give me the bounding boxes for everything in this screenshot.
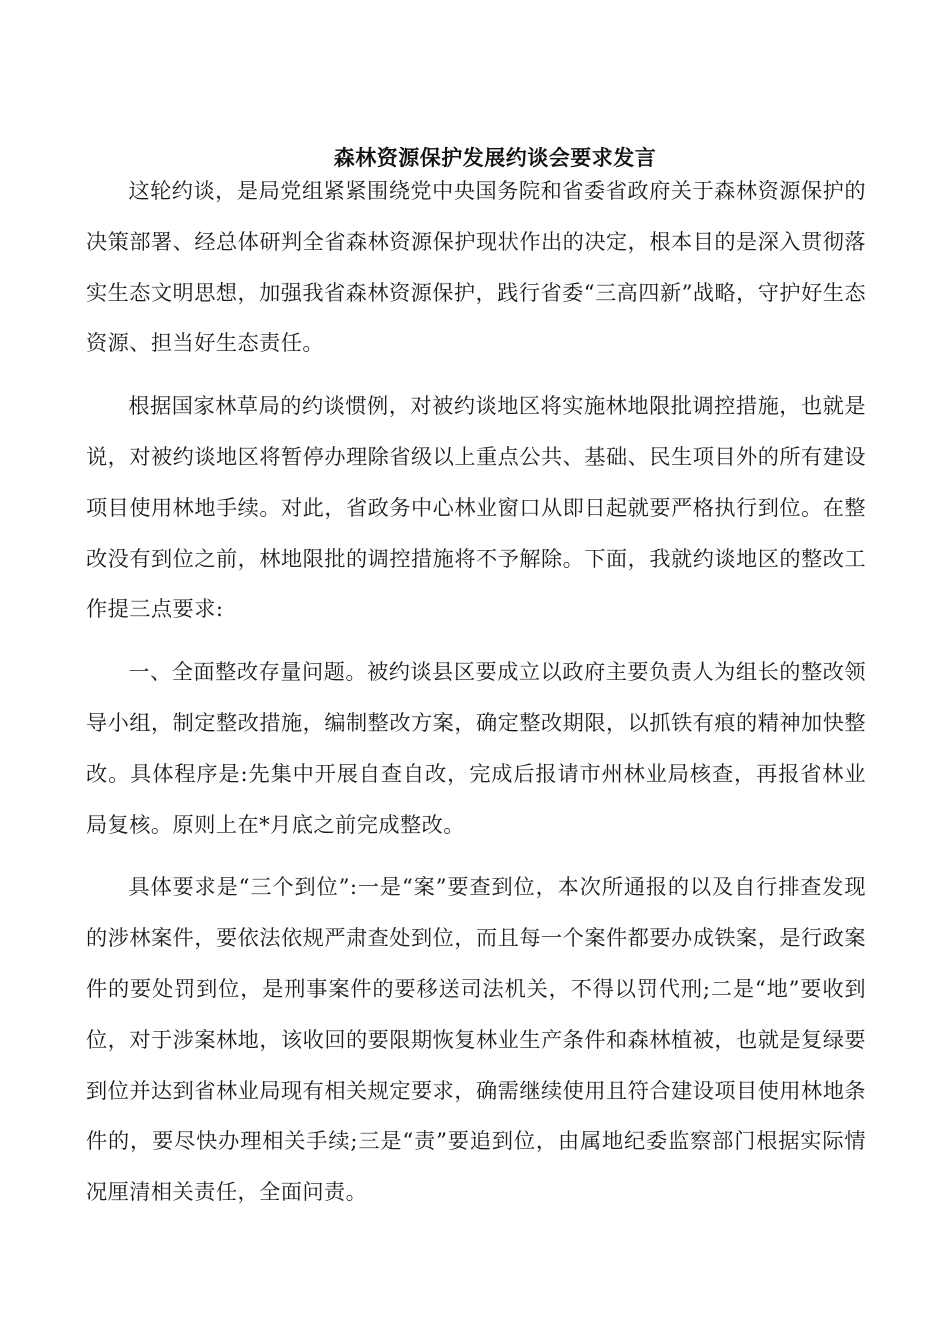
paragraph-three-in-place: 具体要求是“三个到位”:一是“案”要查到位，本次所通报的以及自行排查发现的涉林案件，要依法依规严肃查处到位，而且每一个案件都要办成铁案，是行政案件的要处罚到位，是刑事案件的要移送司法机关，不得以罚代刑;二是“地”要收到位，对于涉案林地，该收回的要限期恢复林业生产条件和森林植被，也就是复绿要到位并达到省林业局现有相关规定要求，确需继续使用且符合建设项目使用林地条件的，要尽快办理相关手续;三是“责”要追到位，由属地纪委监察部门根据实际情况厘清相关责任，全面问责。 xyxy=(86,874,866,1205)
document-body xyxy=(86,166,866,1218)
document-title: 森林资源保护发展约谈会要求发言 xyxy=(333,146,657,170)
paragraph-requirement-one: 一、全面整改存量问题。被约谈县区要成立以政府主要负责人为组长的整改领导小组，制定整改措施，编制整改方案，确定整改期限，以抓铁有痕的精神加快整改。具体程序是:先集中开展自查自改，完成后报请市州林业局核查，再报省林业局复核。原则上在*月底之前完成整改。 xyxy=(86,659,866,837)
paragraph-intro: 这轮约谈，是局党组紧紧围绕党中央国务院和省委省政府关于森林资源保护的决策部署、经总体研判全省森林资源保护现状作出的决定，根本目的是深入贯彻落实生态文明思想，加强我省森林资源保护，践行省委“三高四新”战略，守护好生态资源、担当好生态责任。 xyxy=(86,178,866,356)
paragraph-background: 根据国家林草局的约谈惯例，对被约谈地区将实施林地限批调控措施，也就是说，对被约谈地区将暂停办理除省级以上重点公共、基础、民生项目外的所有建设项目使用林地手续。对此，省政务中心林业窗口从即日起就要严格执行到位。在整改没有到位之前，林地限批的调控措施将不予解除。下面，我就约谈地区的整改工作提三点要求: xyxy=(86,393,866,622)
